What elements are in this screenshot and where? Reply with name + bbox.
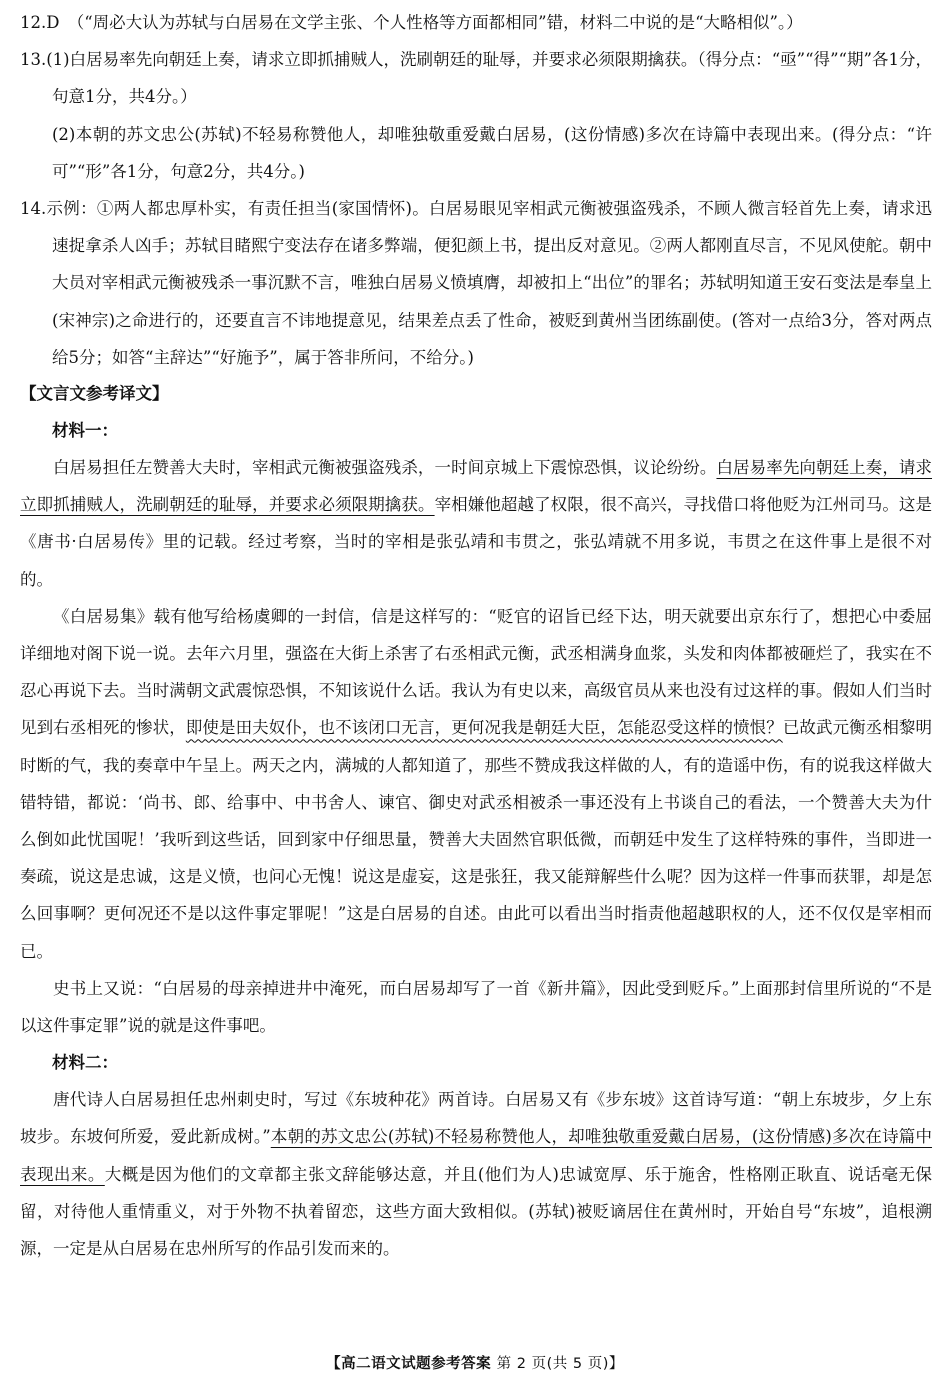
translation-heading: 【文言文参考译文】 [20,384,169,404]
m1p2-text-a: 《白居易集》载有他写给杨虞卿的一封信，信是这样写的：“贬官的诏旨已经下达，明天就要出京东行了，想把心中委屈详细地对阁下说一说。去年六月里，强盗在大街上杀害了右丞相武元衡，武丞相满身血浆，头发和肉体都被砸烂了，我实在不忍心再说下去。当时满朝文武震惊恐惧，不知该说什么话。我认为有史以来，高级官员从来也没有过这样的事。假如人们当时见到右丞相死的惨状， [20,606,932,738]
m2p1-text-b: 大概是因为他们的文章都主张文辞能够达意，并且(他们为人)忠诚宽厚、乐于施舍，性格刚正耿直、说话毫无保留，对待他人重情重义，对于外物不执着留恋，这些方面大致相似。(苏轼)被贬谪居住在黄州时，开始自号“东坡”，追根溯源，一定是从白居易在忠州所写的作品引发而来的。 [20,1164,933,1259]
answer-14: 14.示例：①两人都忠厚朴实，有责任担当(家国情怀)。白居易眼见宰相武元衡被强盗残杀，不顾人微言轻首先上奏，请求迅速捉拿杀人凶手；苏轼目睹熙宁变法存在诸多弊端，便犯颜上书，提出反对意见。②两人都刚直尽言，不见风使舵。朝中大员对宰相武元衡被残杀一事沉默不言，唯独白居易义愤填膺，却被扣上“出位”的罪名；苏轼明知道王安石变法是奉皇上(宋神宗)之命进行的，还要直言不讳地提意见，结果差点丢了性命，被贬到黄州当团练副使。(答对一点给3分，答对两点给5分；如答“主辞达”“好施予”，属于答非所问，不给分。) [20,199,932,367]
material-1-paragraph-2 [20,598,932,970]
material-1-title: 材料一： [52,421,118,441]
answer-13-2: (2)本朝的苏文忠公(苏轼)不轻易称赞他人，却唯独敬重爱戴白居易，(这份情感)多次在诗篇中表现出来。(得分点：“许可”“形”各1分，句意2分，共4分。) [52,124,932,181]
m1p2-text-b: 已故武元衡丞相黎明时断的气，我的奏章中午呈上。两天之内，满城的人都知道了，那些不赞成我这样做的人，有的造谣中伤，有的说我这样做大错特错，都说：‘尚书、郎、给事中、中书舍人、谏官、御史对武丞相被杀一事还没有上书谈自己的看法，一个赞善大夫为什么倒如此忧国呢！’我听到这些话，回到家中仔细思量，赞善大夫固然官职低微，而朝廷中发生了这样特殊的事件，当即进一奏疏，说这是忠诚，这是义愤，也问心无愧！说这是虚妄，这是张狂，我又能辩解些什么呢？因为这样一件事而获罪，却是怎么回事啊？更何况还不是以这件事定罪呢！”这是白居易的自述。由此可以看出当时指责他超越职权的人，还不仅仅是宰相而已。 [20,718,933,961]
m1p1-underlined: 白居易率先向朝廷上奏，请求立即抓捕贼人，洗刷朝廷的耻辱，并要求必须限期擒获。 [20,458,933,515]
material-1-paragraph-1 [20,449,932,598]
m1p2-wavy-underlined: 即使是田夫奴仆，也不该闭口无言，更何况我是朝廷大臣，怎能忍受这样的愤恨？ [185,718,783,738]
m2p1-text-a: 唐代诗人白居易担任忠州刺史时，写过《东坡种花》两首诗。白居易又有《步东坡》这首诗写道：“朝上东坡步，夕上东坡步。东坡何所爱，爱此新成树。” [20,1090,932,1147]
m2p1-underlined: 本朝的苏文忠公(苏轼)不轻易称赞他人，却唯独敬重爱戴白居易，(这份情感)多次在诗篇中表现出来。 [20,1127,933,1184]
answer-12: 12.D （“周必大认为苏轼与白居易在文学主张、个人性格等方面都相同”错，材料二中说的是“大略相似”。） [20,13,803,32]
footer-page-info: 第 2 页(共 5 页)】 [496,1356,624,1372]
footer-doc-title: 【高二语文试题参考答案 [326,1356,492,1372]
answer-13-1: 13.(1)白居易率先向朝廷上奏，请求立即抓捕贼人，洗刷朝廷的耻辱，并要求必须限期擒获。（得分点：“亟”“得”“期”各1分，句意1分，共4分。） [20,50,932,107]
page-footer [0,1352,950,1373]
material-1-paragraph-3: 史书上又说：“白居易的母亲掉进井中淹死，而白居易却写了一首《新井篇》，因此受到贬斥。”上面那封信里所说的“不是以这件事定罪”说的就是这件事吧。 [20,978,932,1036]
material-2-title: 材料二： [52,1053,118,1073]
m1p1-text-a: 白居易担任左赞善大夫时，宰相武元衡被强盗残杀，一时间京城上下震惊恐惧，议论纷纷。 [53,458,717,478]
m1p1-text-b: 宰相嫌他超越了权限，很不高兴，寻找借口将他贬为江州司马。这是《唐书·白居易传》里的记载。经过考察，当时的宰相是张弘靖和韦贯之，张弘靖就不用多说，韦贯之在这件事上是很不对的。 [20,495,933,589]
material-2-paragraph-1 [20,1081,932,1267]
